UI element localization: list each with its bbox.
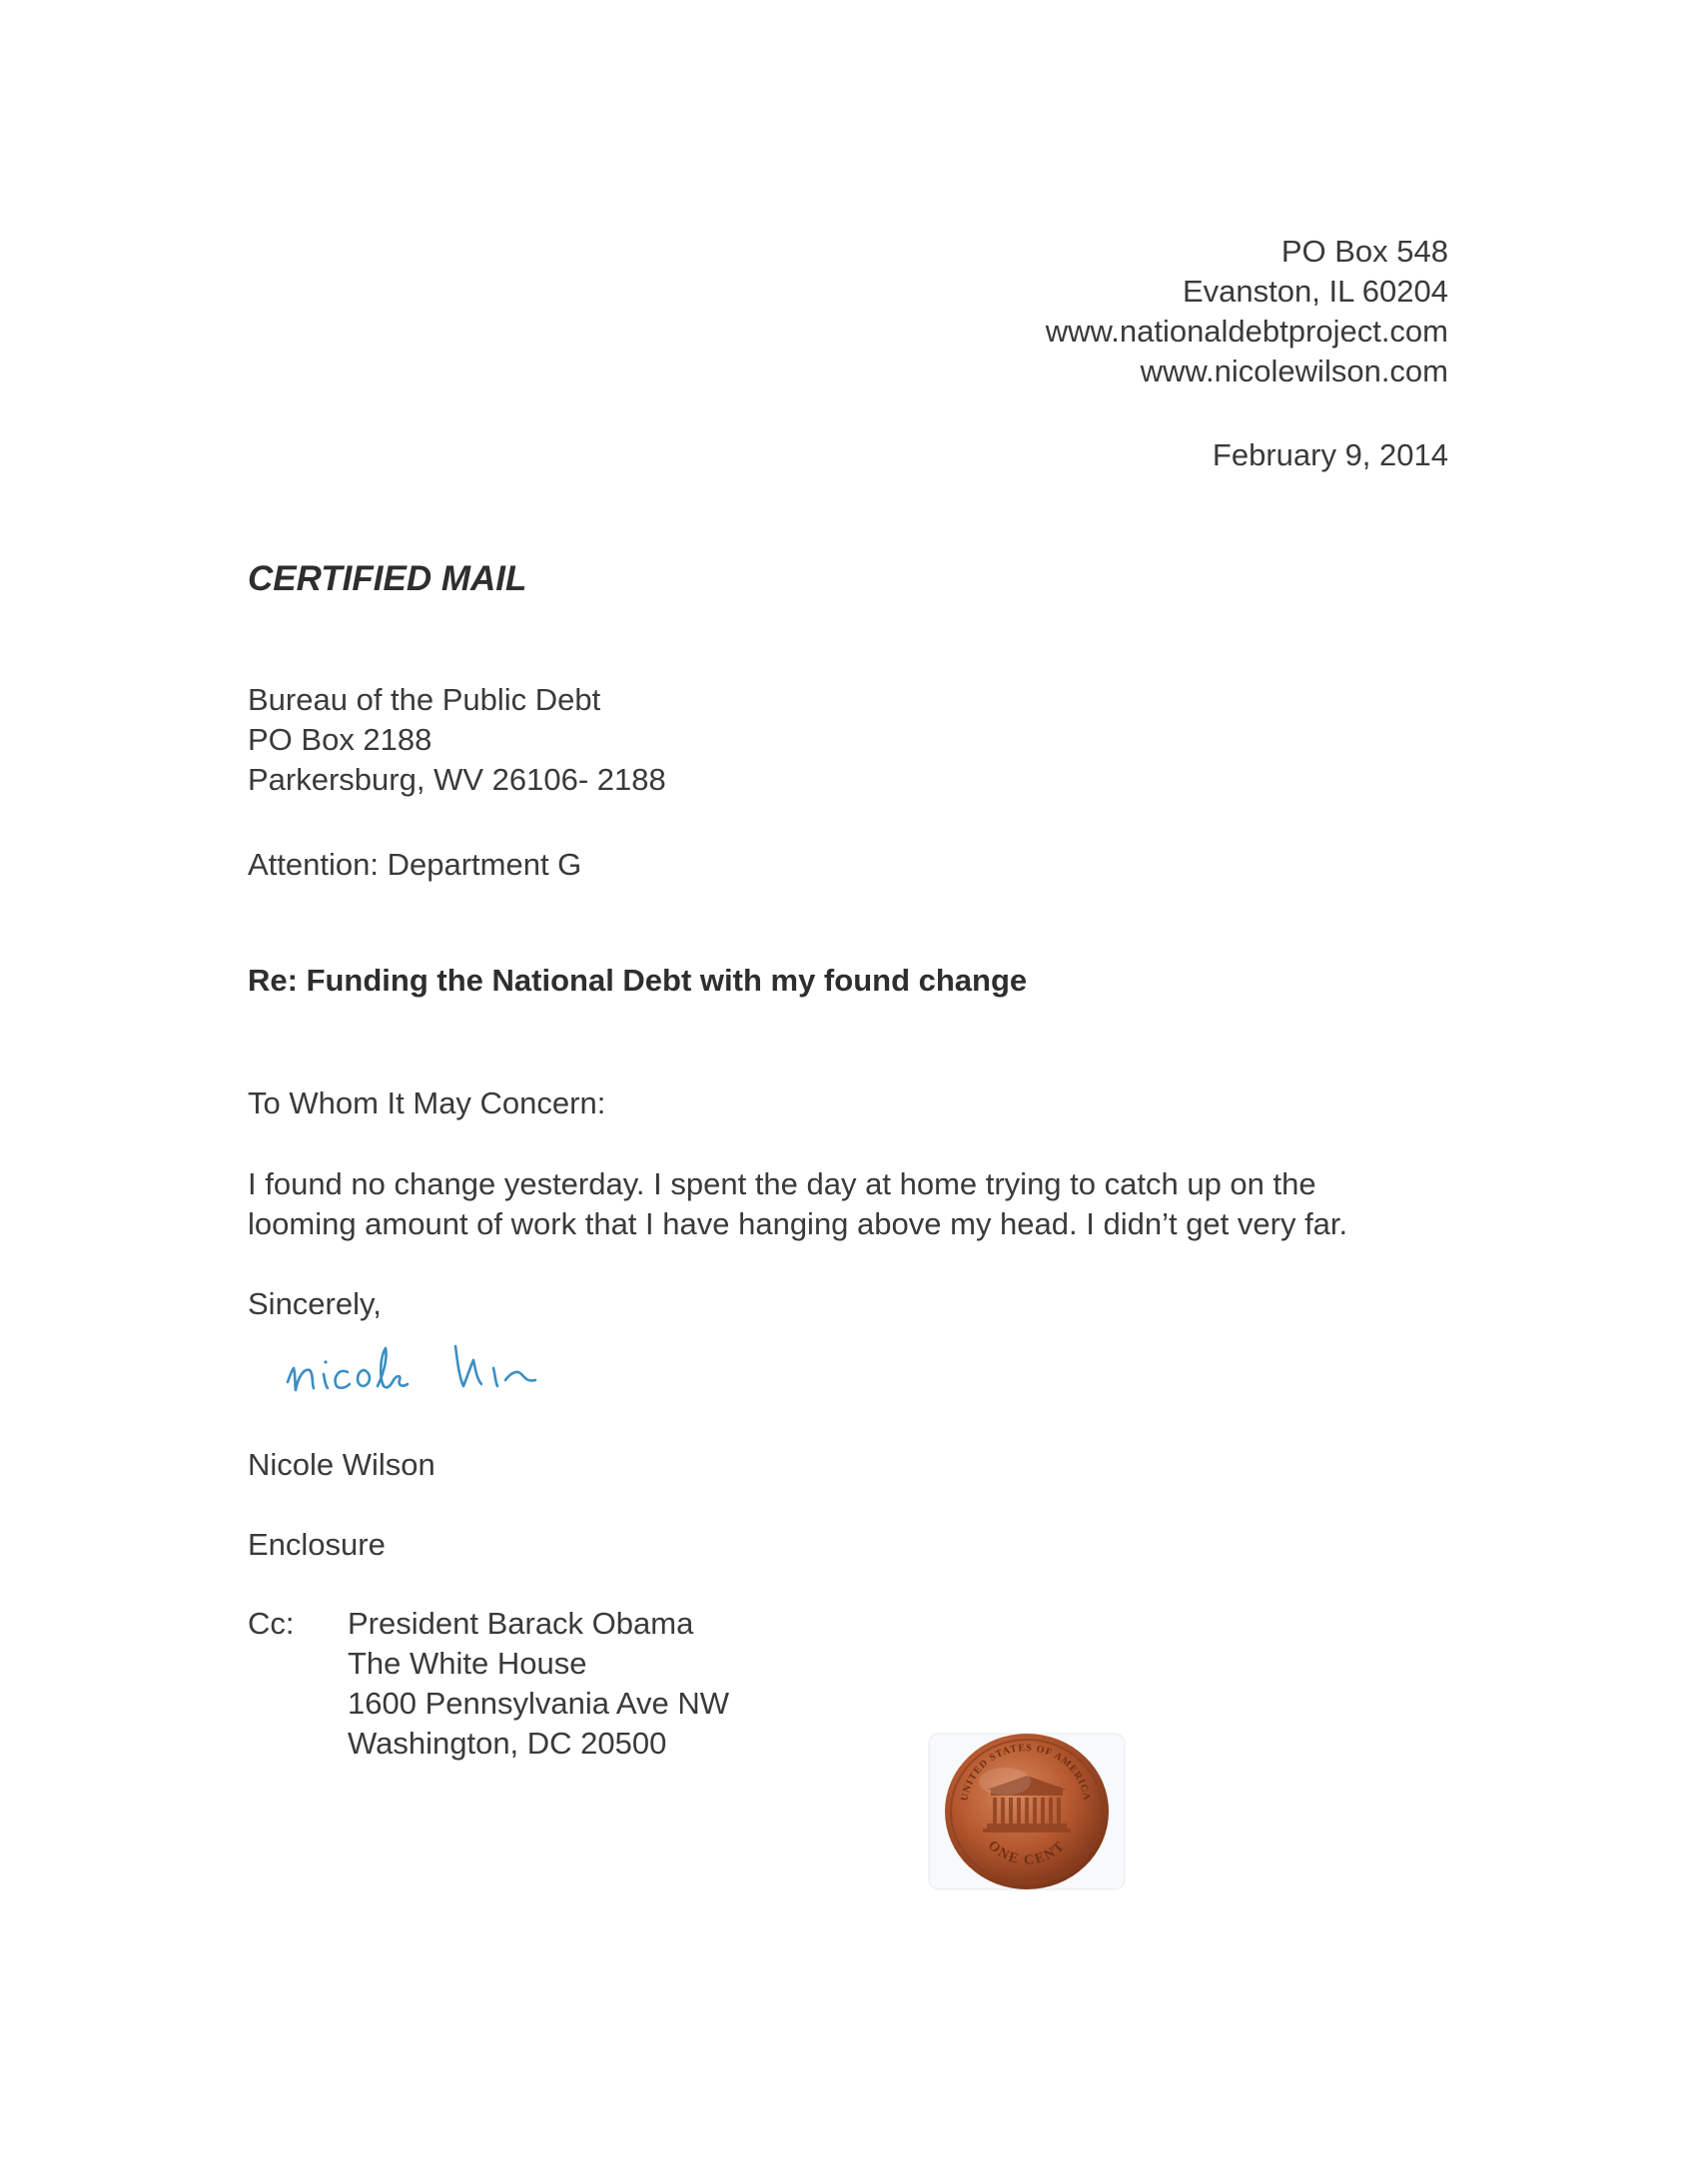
delivery-note: CERTIFIED MAIL [248, 559, 527, 598]
recipient-line: Bureau of the Public Debt [248, 682, 601, 717]
return-address-line: www.nicolewilson.com [1140, 354, 1448, 388]
handwritten-signature [280, 1318, 599, 1428]
penny-top-inscription: UNITED STATES OF AMERICA [959, 1742, 1093, 1803]
letter-date: February 9, 2014 [1212, 437, 1448, 472]
penny-coin-image [927, 1726, 1127, 1895]
salutation: To Whom It May Concern: [248, 1086, 606, 1120]
body-line: looming amount of work that I have hanging above my head. I didn’t get very far. [248, 1206, 1348, 1241]
cc-line: President Barack Obama [348, 1606, 694, 1641]
penny-bottom-inscription: ONE CENT [984, 1837, 1070, 1868]
recipient-line: PO Box 2188 [248, 722, 432, 757]
cc-address [348, 1604, 729, 1764]
cc-line: 1600 Pennsylvania Ave NW [348, 1686, 729, 1721]
attention-line: Attention: Department G [248, 847, 582, 882]
cc-line: Washington, DC 20500 [348, 1726, 667, 1761]
closing: Sincerely, [248, 1286, 382, 1321]
signer-name: Nicole Wilson [248, 1447, 435, 1482]
recipient-line: Parkersburg, WV 26106- 2188 [248, 762, 666, 797]
subject-line: Re: Funding the National Debt with my found change [248, 963, 1028, 998]
recipient-address [248, 680, 666, 800]
return-address-line: Evanston, IL 60204 [1183, 274, 1448, 309]
return-address [1046, 232, 1448, 391]
return-address-line: PO Box 548 [1280, 234, 1448, 269]
cc-line: The White House [348, 1646, 587, 1681]
cc-label: Cc: [248, 1606, 295, 1641]
return-address-line: www.nationaldebtproject.com [1045, 314, 1448, 349]
letter-body [248, 1164, 1347, 1244]
enclosure-note: Enclosure [248, 1527, 386, 1562]
body-line: I found no change yesterday. I spent the day at home trying to catch up on the [248, 1166, 1316, 1201]
